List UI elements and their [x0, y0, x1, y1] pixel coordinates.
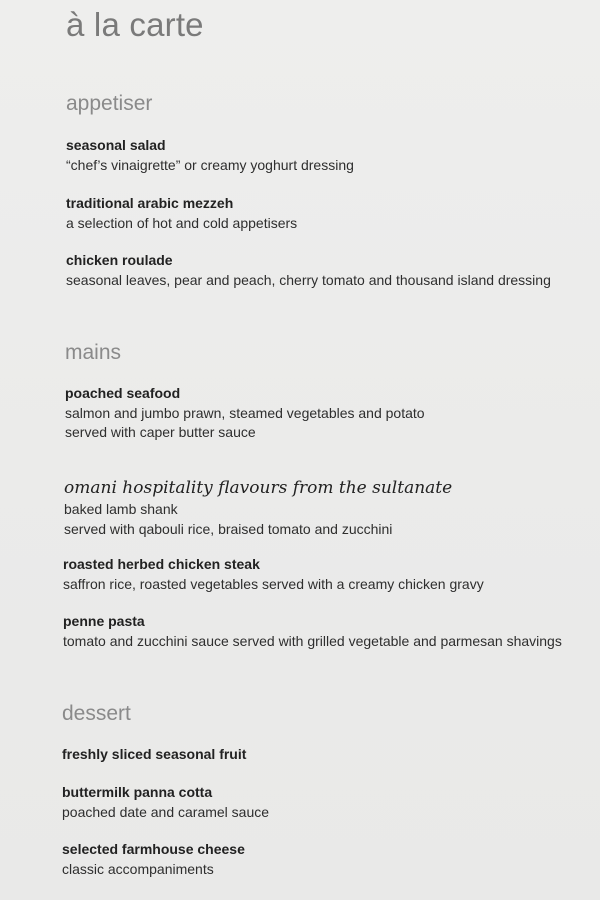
menu-item-name: penne pasta — [63, 613, 145, 629]
section-heading-mains: mains — [65, 341, 122, 364]
menu-item-name: seasonal salad — [66, 137, 166, 153]
menu-item-description: served with qabouli rice, braised tomato and zucchini — [64, 520, 393, 537]
menu-item-description: salmon and jumbo prawn, steamed vegetables and potato — [65, 404, 425, 421]
menu-item-seasonal-salad — [66, 136, 354, 175]
menu-item-name: buttermilk panna cotta — [62, 784, 213, 800]
menu-item-name: poached seafood — [65, 385, 181, 401]
menu-item-name: selected farmhouse cheese — [62, 841, 245, 857]
menu-item-feature-title: omani hospitality flavours from the sultanate — [64, 478, 453, 498]
menu-item-name: freshly sliced seasonal fruit — [62, 746, 247, 762]
menu-item-description: poached date and caramel sauce — [62, 803, 270, 820]
menu-item-description: “chef’s vinaigrette” or creamy yoghurt dressing — [66, 156, 354, 173]
menu-item-description: baked lamb shank — [64, 501, 178, 517]
menu-item-omani-feature — [64, 477, 452, 539]
menu-item-selected-farmhouse-cheese — [62, 840, 245, 879]
menu-item-name: chicken roulade — [66, 252, 173, 268]
menu-item-penne-pasta — [63, 612, 562, 651]
menu-item-name: traditional arabic mezzeh — [66, 195, 234, 211]
page-title: à la carte — [66, 6, 204, 43]
menu-item-description: served with caper butter sauce — [65, 424, 256, 440]
section-heading-appetiser: appetiser — [66, 92, 153, 115]
menu-item-description: saffron rice, roasted vegetables served with a creamy chicken gravy — [63, 575, 484, 592]
menu-item-name: roasted herbed chicken steak — [63, 556, 260, 572]
menu-item-description: seasonal leaves, pear and peach, cherry tomato and thousand island dressing — [66, 271, 551, 288]
menu-item-description: tomato and zucchini sauce served with grilled vegetable and parmesan shavings — [63, 632, 562, 649]
menu-item-chicken-roulade — [66, 251, 551, 290]
section-heading-dessert: dessert — [62, 702, 131, 725]
menu-item-description: classic accompaniments — [62, 860, 214, 877]
menu-item-freshly-sliced-seasonal-fruit — [62, 745, 246, 765]
menu-item-poached-seafood — [65, 384, 425, 443]
menu-item-roasted-herbed-chicken-steak — [63, 555, 484, 594]
menu-item-traditional-arabic-mezzeh — [66, 194, 297, 233]
menu-item-description: a selection of hot and cold appetisers — [66, 214, 298, 231]
menu-item-buttermilk-panna-cotta — [62, 783, 269, 822]
